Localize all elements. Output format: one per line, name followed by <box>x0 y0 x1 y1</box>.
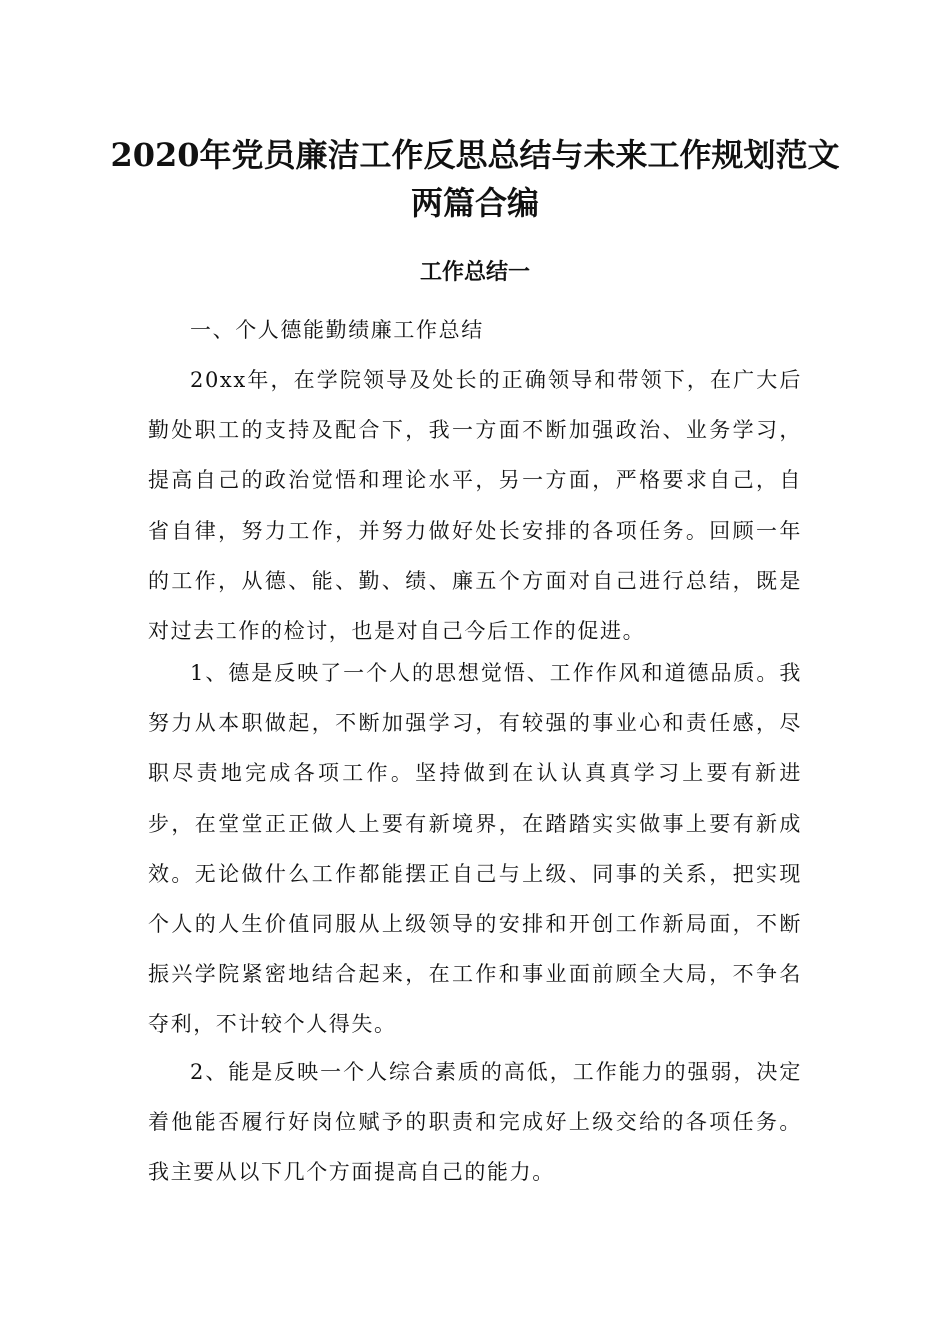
body-paragraph-ability: 2、能是反映一个人综合素质的高低，工作能力的强弱，决定着他能否履行好岗位赋予的职责和完成好上级交给的各项任务。我主要从以下几个方面提高自己的能力。 <box>148 1060 802 1185</box>
subsection-heading: 一、个人德能勤绩廉工作总结 <box>190 318 484 342</box>
body-paragraph-virtue: 1、德是反映了一个人的思想觉悟、工作作风和道德品质。我努力从本职做起，不断加强学习，有较强的事业心和责任感，尽职尽责地完成各项工作。坚持做到在认认真真学习上要有新进步，在堂堂正正做人上要有新境界，在踏踏实实做事上要有新成效。无论做什么工作都能摆正自己与上级、同事的关系，把实现个人的人生价值同服从上级领导的安排和开创工作新局面，不断振兴学院紧密地结合起来，在工作和事业面前顾全大局，不争名夺利，不计较个人得失。 <box>148 661 802 1037</box>
document-title-line-1: 2020年党员廉洁工作反思总结与未来工作规划范文 <box>110 136 840 174</box>
body-paragraph-intro: 20xx年，在学院领导及处长的正确领导和带领下，在广大后勤处职工的支持及配合下，我一方面不断加强政治、业务学习，提高自己的政治觉悟和理论水平，另一方面，严格要求自己，自省自律，努力工作，并努力做好处长安排的各项任务。回顾一年的工作，从德、能、勤、绩、廉五个方面对自己进行总结，既是对过去工作的检讨，也是对自己今后工作的促进。 <box>148 368 802 644</box>
section-heading: 工作总结一 <box>419 259 530 285</box>
document-title-line-2: 两篇合编 <box>410 184 539 222</box>
